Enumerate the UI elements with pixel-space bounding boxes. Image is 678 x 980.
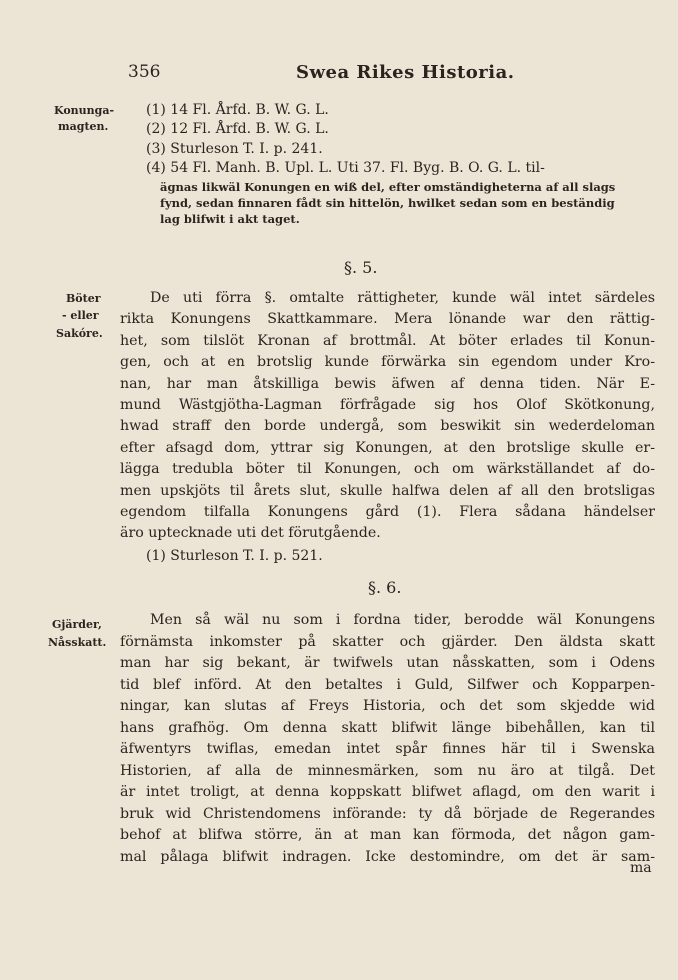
text-line: lägga tredubla böter til Konungen, och om wärkställandet af do- bbox=[120, 461, 655, 478]
section-heading: §. 5. bbox=[344, 258, 378, 277]
text-line: egendom tilfalla Konungens gård (1). Flera sådana händelser bbox=[120, 504, 655, 520]
footnote-continued: lag blifwit i akt taget. bbox=[160, 212, 300, 226]
margin-note: - eller bbox=[62, 309, 99, 322]
text-line: äro uptecknade uti det förutgående. bbox=[120, 525, 381, 542]
footnote: (3) Sturleson T. I. p. 241. bbox=[146, 141, 323, 157]
text-line: förnämsta inkomster på skatter och gjärder. Den äldsta skatt bbox=[120, 633, 655, 650]
text-line: Men så wäl nu som i fordna tider, berodde wäl Konungens bbox=[150, 612, 655, 628]
text-line: rikta Konungens Skattkammare. Mera lönande war den rättig- bbox=[120, 311, 655, 328]
section-heading: §. 6. bbox=[368, 578, 402, 597]
margin-note: Konunga- bbox=[54, 104, 115, 117]
footnote: (4) 54 Fl. Manh. B. Upl. L. Uti 37. Fl. Byg. B. O. G. L. til- bbox=[146, 160, 545, 176]
text-line: är intet troligt, at denna koppskatt blifwet aflagd, om den warit i bbox=[120, 784, 655, 800]
text-line: behof at blifwa större, än at man kan förmoda, det någon gam- bbox=[120, 827, 655, 843]
text-line: bruk wid Christendomens införande: ty då började de Regerandes bbox=[120, 805, 655, 822]
text-line: nan, har man åtskilliga bewis äfwen af denna tiden. När E- bbox=[120, 375, 655, 392]
footnote-continued: ägnas likwäl Konungen en wiß del, efter omständigheterna af all slags bbox=[160, 180, 616, 194]
text-line: hans grafhög. Om denna skatt blifwit länge bibehållen, kan til bbox=[120, 719, 655, 736]
margin-note: Gjärder, bbox=[52, 618, 102, 631]
catchword: ma bbox=[630, 860, 652, 876]
text-line: hwad straff den borde undergå, som beswikit sin wederdeloman bbox=[120, 418, 655, 435]
text-line: man har sig bekant, är twifwels utan nåsskatten, som i Odens bbox=[120, 655, 655, 671]
text-line: äfwentyrs twiflas, emedan intet spår finnes här til i Swenska bbox=[120, 741, 655, 757]
text-line: efter afsagd dom, yttrar sig Konungen, at den brotslige skulle er- bbox=[120, 439, 655, 456]
text-line: gen, och at en brotslig kunde förwärka sin egendom under Kro- bbox=[120, 354, 655, 371]
margin-note: Sakóre. bbox=[56, 327, 103, 340]
footnote: (1) 14 Fl. Årfd. B. W. G. L. bbox=[146, 102, 329, 118]
text-line: Historien, af alla de minnesmärken, som nu äro at tilgå. Det bbox=[120, 762, 655, 779]
text-line: De uti förra §. omtalte rättigheter, kunde wäl intet särdeles bbox=[150, 290, 655, 306]
margin-note: magten. bbox=[58, 120, 109, 133]
footnote: (2) 12 Fl. Årfd. B. W. G. L. bbox=[146, 121, 329, 137]
text-line: het, som tilslöt Kronan af brottmål. At böter erlades til Konun- bbox=[120, 332, 655, 349]
text-line: men upskjöts til årets slut, skulle halfwa delen af all den brotsligas bbox=[120, 482, 655, 499]
margin-note: Nåsskatt. bbox=[48, 636, 107, 649]
text-line: tid blef införd. At den betaltes i Guld, Silfwer och Kopparpen- bbox=[120, 676, 655, 693]
margin-note: Böter bbox=[66, 292, 101, 305]
running-title: Swea Rikes Historia. bbox=[296, 62, 515, 83]
footnote: (1) Sturleson T. I. p. 521. bbox=[146, 548, 323, 564]
text-line: mal pålaga blifwit indragen. Icke destomindre, om det är sam- bbox=[120, 848, 655, 865]
text-line: mund Wästgjötha-Lagman förfrågade sig hos Olof Skötkonung, bbox=[120, 397, 655, 413]
footnote-continued: fynd, sedan finnaren fådt sin hittelön, hwilket sedan som en beständig bbox=[160, 196, 615, 210]
text-line: ningar, kan slutas af Freys Historia, och det som skjedde wid bbox=[120, 698, 655, 714]
page-number: 356 bbox=[128, 62, 161, 82]
